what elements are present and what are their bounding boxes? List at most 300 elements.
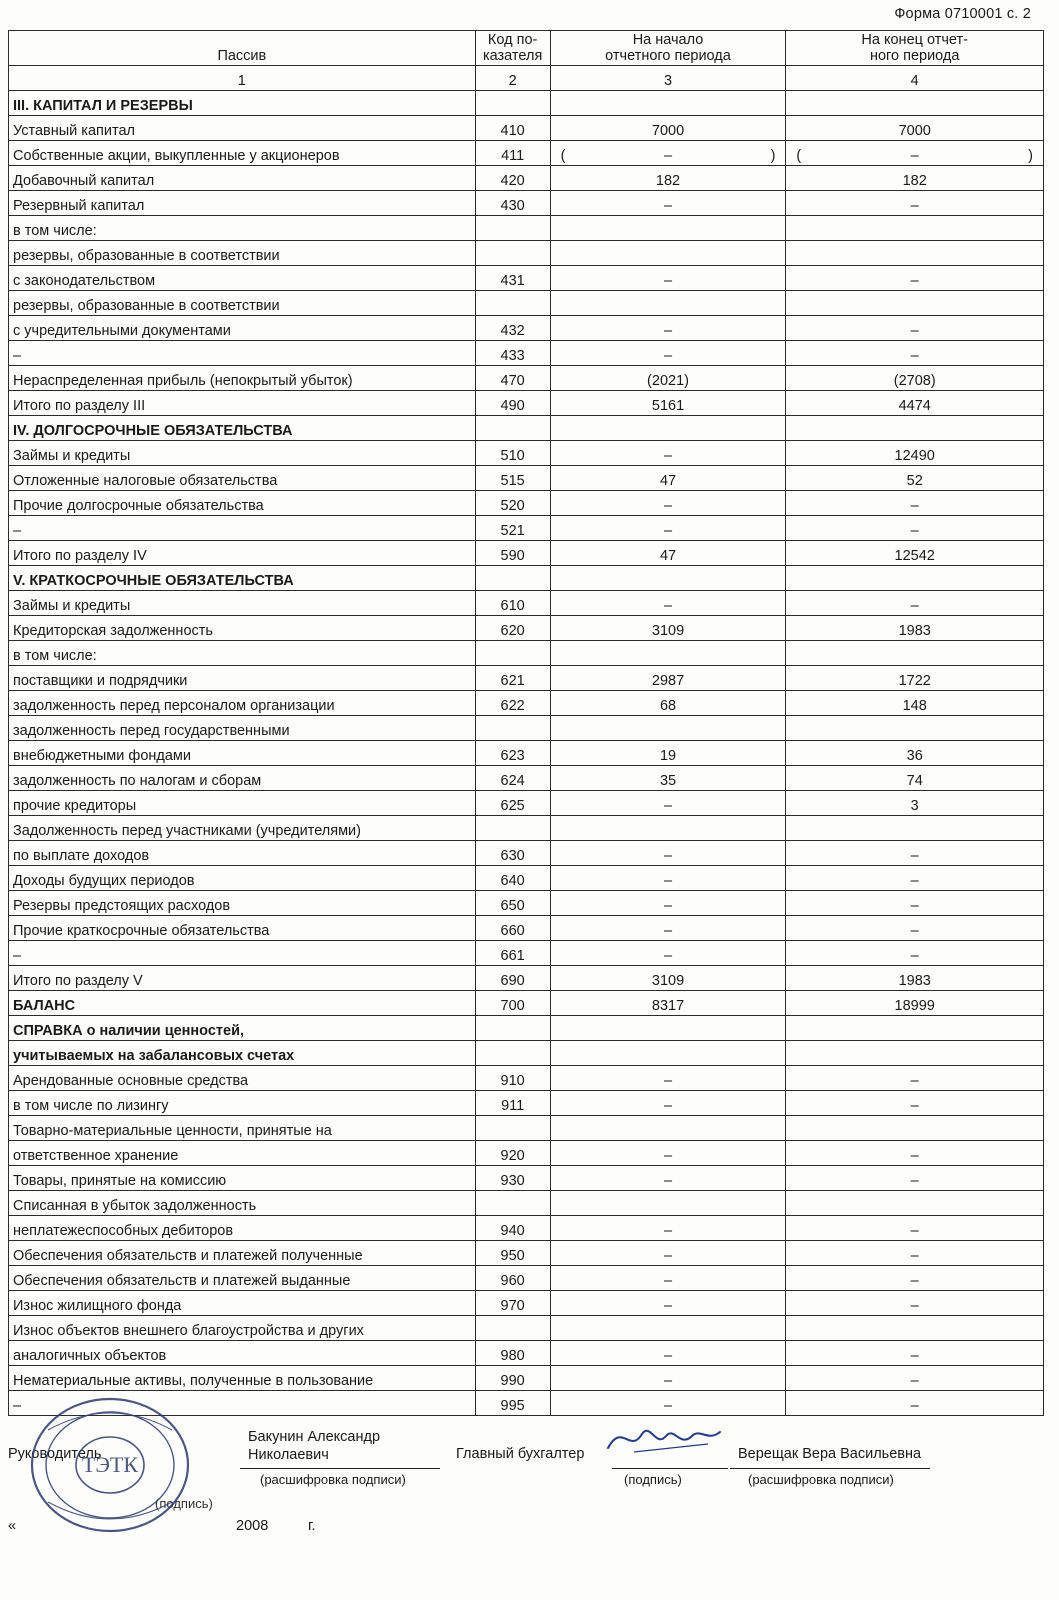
table-row — [9, 541, 1044, 566]
row-value-start — [550, 291, 786, 316]
row-value-end: – — [786, 1366, 1044, 1391]
row-code: 980 — [475, 1341, 550, 1366]
row-value-start: 5161 — [550, 391, 786, 416]
date-quote: « — [8, 1518, 17, 1534]
row-label: Товарно-материальные ценности, принятые на — [9, 1116, 476, 1141]
row-label: аналогичных объектов — [9, 1341, 476, 1366]
row-code: 431 — [475, 266, 550, 291]
accountant-label: Главный бухгалтер — [456, 1446, 585, 1462]
row-value-start: – — [550, 1266, 786, 1291]
director-name-caption: (расшифровка подписи) — [260, 1472, 406, 1487]
row-label: задолженность по налогам и сборам — [9, 766, 476, 791]
table-row — [9, 766, 1044, 791]
table-row — [9, 891, 1044, 916]
row-value-end: 1983 — [786, 966, 1044, 991]
row-value-end: – — [786, 891, 1044, 916]
row-value-start: – — [550, 941, 786, 966]
row-value-start — [550, 416, 786, 441]
header-passive-label: Пассив — [217, 48, 267, 65]
table-row — [9, 491, 1044, 516]
row-label: задолженность перед государственными — [9, 716, 476, 741]
row-value-end: 74 — [786, 766, 1044, 791]
row-label: резервы, образованные в соответствии — [9, 291, 476, 316]
header-cell-code — [475, 31, 550, 66]
row-code: 430 — [475, 191, 550, 216]
row-label: Износ объектов внешнего благоустройства и других — [9, 1316, 476, 1341]
row-value-start: – — [550, 791, 786, 816]
table-row — [9, 166, 1044, 191]
table-row — [9, 741, 1044, 766]
row-code: 990 — [475, 1366, 550, 1391]
header-end-line1: На конец отчет- — [861, 32, 968, 48]
row-code: 660 — [475, 916, 550, 941]
row-label: Собственные акции, выкупленные у акционеров — [9, 141, 476, 166]
row-value-start: – — [550, 316, 786, 341]
row-value-end: – — [786, 841, 1044, 866]
row-label: V. КРАТКОСРОЧНЫЕ ОБЯЗАТЕЛЬСТВА — [9, 566, 476, 591]
column-number-2: 2 — [475, 66, 550, 91]
row-value-end — [786, 91, 1044, 116]
table-row — [9, 1166, 1044, 1191]
row-value-end — [786, 1316, 1044, 1341]
row-label: Списанная в убыток задолженность — [9, 1191, 476, 1216]
row-value-start — [550, 566, 786, 591]
table-row — [9, 991, 1044, 1016]
header-code-line1: Код по- — [487, 32, 538, 48]
row-value-end — [786, 416, 1044, 441]
table-row — [9, 666, 1044, 691]
row-label: Прочие долгосрочные обязательства — [9, 491, 476, 516]
row-label: по выплате доходов — [9, 841, 476, 866]
table-row — [9, 341, 1044, 366]
row-value-end: – — [786, 941, 1044, 966]
row-value-start — [550, 216, 786, 241]
accountant-name-caption: (расшифровка подписи) — [748, 1472, 894, 1487]
row-value-start: – — [550, 1291, 786, 1316]
row-value-start: 8317 — [550, 991, 786, 1016]
row-value-end: 18999 — [786, 991, 1044, 1016]
row-code — [475, 641, 550, 666]
director-name-line1: Бакунин Александр — [248, 1429, 381, 1445]
table-body — [9, 31, 1044, 1416]
table-row — [9, 1141, 1044, 1166]
row-value-start: – — [550, 1091, 786, 1116]
row-value-start: – — [550, 891, 786, 916]
row-code: 521 — [475, 516, 550, 541]
signature-block — [8, 1428, 1048, 1498]
table-row — [9, 866, 1044, 891]
row-code: 623 — [475, 741, 550, 766]
row-code — [475, 216, 550, 241]
director-name-underline — [240, 1468, 440, 1469]
row-code: 621 — [475, 666, 550, 691]
column-number-4: 4 — [786, 66, 1044, 91]
row-code: 420 — [475, 166, 550, 191]
signature-row — [8, 1428, 1048, 1498]
table-row — [9, 441, 1044, 466]
row-value-end: – — [786, 1391, 1044, 1416]
accountant-name-underline — [730, 1468, 930, 1469]
row-value-end — [786, 641, 1044, 666]
row-value-start — [550, 1116, 786, 1141]
row-label: – — [9, 516, 476, 541]
row-value-start: 3109 — [550, 966, 786, 991]
row-value-start: 7000 — [550, 116, 786, 141]
table-row — [9, 91, 1044, 116]
row-value-start: – — [550, 266, 786, 291]
row-label: Доходы будущих периодов — [9, 866, 476, 891]
table-row — [9, 366, 1044, 391]
row-value-end: – — [786, 1166, 1044, 1191]
row-code: 622 — [475, 691, 550, 716]
row-value-end: – — [786, 266, 1044, 291]
table-row — [9, 191, 1044, 216]
row-code: 433 — [475, 341, 550, 366]
row-value-start: – — [550, 1391, 786, 1416]
table-row — [9, 816, 1044, 841]
row-label: Итого по разделу V — [9, 966, 476, 991]
row-code: 620 — [475, 616, 550, 641]
table-row — [9, 566, 1044, 591]
row-value-start — [550, 1191, 786, 1216]
row-label: резервы, образованные в соответствии — [9, 241, 476, 266]
row-code — [475, 241, 550, 266]
row-code — [475, 416, 550, 441]
row-code: 995 — [475, 1391, 550, 1416]
header-end-line2: ного периода — [869, 48, 960, 65]
row-code: 490 — [475, 391, 550, 416]
table-row — [9, 916, 1044, 941]
row-value-end — [786, 216, 1044, 241]
row-value-start: 47 — [550, 466, 786, 491]
row-value-end: 7000 — [786, 116, 1044, 141]
accountant-name: Верещак Вера Васильевна — [738, 1446, 922, 1462]
director-name-line2: Николаевич — [248, 1447, 329, 1464]
row-value-start: – — [550, 191, 786, 216]
row-value-end-text: – — [910, 148, 919, 165]
row-label: Отложенные налоговые обязательства — [9, 466, 476, 491]
column-number-3: 3 — [550, 66, 786, 91]
row-value-end — [786, 241, 1044, 266]
row-label: Обеспечения обязательств и платежей выданные — [9, 1266, 476, 1291]
row-label: внебюджетными фондами — [9, 741, 476, 766]
header-code-line2: казателя — [482, 48, 543, 65]
column-number-1: 1 — [9, 66, 476, 91]
row-label: – — [9, 941, 476, 966]
row-value-start: – — [550, 341, 786, 366]
row-value-end: 12542 — [786, 541, 1044, 566]
table-row — [9, 266, 1044, 291]
table-column-numbers-row — [9, 66, 1044, 91]
row-value-end — [786, 716, 1044, 741]
row-label: Нераспределенная прибыль (непокрытый убыток) — [9, 366, 476, 391]
row-value-start: – — [550, 441, 786, 466]
row-value-end: – — [786, 191, 1044, 216]
row-code: 510 — [475, 441, 550, 466]
row-code: 411 — [475, 141, 550, 166]
table-row — [9, 1091, 1044, 1116]
row-value-start: 182 — [550, 166, 786, 191]
table-row — [9, 316, 1044, 341]
table-row — [9, 1291, 1044, 1316]
row-value-start: – — [550, 1166, 786, 1191]
row-value-end: – — [786, 491, 1044, 516]
row-label: прочие кредиторы — [9, 791, 476, 816]
row-value-end — [786, 816, 1044, 841]
row-code: 624 — [475, 766, 550, 791]
table-row — [9, 1316, 1044, 1341]
row-label: Займы и кредиты — [9, 441, 476, 466]
table-row — [9, 1216, 1044, 1241]
row-value-start — [550, 716, 786, 741]
row-value-end — [786, 1191, 1044, 1216]
table-row — [9, 616, 1044, 641]
table-row — [9, 1041, 1044, 1066]
row-value-end: 1722 — [786, 666, 1044, 691]
row-value-start — [550, 91, 786, 116]
row-label: – — [9, 341, 476, 366]
table-row — [9, 716, 1044, 741]
row-value-end: 148 — [786, 691, 1044, 716]
row-label: IV. ДОЛГОСРОЧНЫЕ ОБЯЗАТЕЛЬСТВА — [9, 416, 476, 441]
row-label: в том числе: — [9, 641, 476, 666]
row-value-end: – — [786, 316, 1044, 341]
row-code: 911 — [475, 1091, 550, 1116]
table-row — [9, 141, 1044, 166]
row-label: Кредиторская задолженность — [9, 616, 476, 641]
row-value-start: – — [550, 841, 786, 866]
table-row — [9, 391, 1044, 416]
row-code: 625 — [475, 791, 550, 816]
row-value-start: – — [550, 1066, 786, 1091]
row-value-start: – — [550, 1141, 786, 1166]
row-code: 700 — [475, 991, 550, 1016]
table-row — [9, 1391, 1044, 1416]
row-code — [475, 1116, 550, 1141]
row-value-start — [550, 241, 786, 266]
row-value-end: – — [786, 1066, 1044, 1091]
row-value-end: 182 — [786, 166, 1044, 191]
row-value-start: – — [550, 916, 786, 941]
row-code — [475, 1041, 550, 1066]
row-label: в том числе по лизингу — [9, 1091, 476, 1116]
row-value-start — [550, 1041, 786, 1066]
row-value-end — [786, 566, 1044, 591]
accountant-signature-underline — [612, 1468, 728, 1469]
row-label: Нематериальные активы, полученные в пользование — [9, 1366, 476, 1391]
row-value-end: 4474 — [786, 391, 1044, 416]
row-code: 920 — [475, 1141, 550, 1166]
row-code: 930 — [475, 1166, 550, 1191]
row-value-start — [550, 1016, 786, 1041]
table-row — [9, 841, 1044, 866]
row-value-start: – — [550, 491, 786, 516]
svg-text:ТЭТК: ТЭТК — [81, 1452, 139, 1477]
row-value-end: 3 — [786, 791, 1044, 816]
row-label: Износ жилищного фонда — [9, 1291, 476, 1316]
table-row — [9, 291, 1044, 316]
row-value-end: – — [786, 1266, 1044, 1291]
row-value-end: – — [786, 1091, 1044, 1116]
row-label: Прочие краткосрочные обязательства — [9, 916, 476, 941]
table-row — [9, 941, 1044, 966]
row-label: Резервы предстоящих расходов — [9, 891, 476, 916]
row-value-start: – — [550, 1241, 786, 1266]
row-value-end: – — [786, 591, 1044, 616]
row-label: Резервный капитал — [9, 191, 476, 216]
row-label: Уставный капитал — [9, 116, 476, 141]
row-value-end: – — [786, 516, 1044, 541]
row-label: Арендованные основные средства — [9, 1066, 476, 1091]
row-value-start: 35 — [550, 766, 786, 791]
row-code: 410 — [475, 116, 550, 141]
row-label: с учредительными документами — [9, 316, 476, 341]
accountant-signature-caption: (подпись) — [624, 1472, 682, 1487]
row-code: 590 — [475, 541, 550, 566]
row-value-start: 2987 — [550, 666, 786, 691]
header-start-line1: На начало — [632, 32, 704, 48]
row-value-end — [786, 291, 1044, 316]
row-value-start: – — [550, 866, 786, 891]
row-code: 610 — [475, 591, 550, 616]
row-value-end: (2708) — [786, 366, 1044, 391]
table-row — [9, 1191, 1044, 1216]
row-value-end — [786, 1116, 1044, 1141]
row-label: III. КАПИТАЛ И РЕЗЕРВЫ — [9, 91, 476, 116]
row-label: задолженность перед персоналом организации — [9, 691, 476, 716]
row-value-start — [550, 641, 786, 666]
balance-sheet-liabilities-table — [8, 30, 1044, 1416]
row-code — [475, 1191, 550, 1216]
row-code: 470 — [475, 366, 550, 391]
row-code: 950 — [475, 1241, 550, 1266]
row-code — [475, 1316, 550, 1341]
row-value-start — [550, 1316, 786, 1341]
table-row — [9, 1266, 1044, 1291]
table-row — [9, 1066, 1044, 1091]
table-row — [9, 416, 1044, 441]
row-code — [475, 716, 550, 741]
header-start-line2: отчетного периода — [605, 48, 731, 65]
row-value-end: 1983 — [786, 616, 1044, 641]
row-label: Добавочный капитал — [9, 166, 476, 191]
table-row — [9, 1241, 1044, 1266]
row-value-end: – — [786, 916, 1044, 941]
row-value-end — [786, 1041, 1044, 1066]
row-label: в том числе: — [9, 216, 476, 241]
director-label: Руководитель — [8, 1446, 102, 1462]
row-value-start — [550, 816, 786, 841]
row-code: 661 — [475, 941, 550, 966]
row-value-end: – — [786, 341, 1044, 366]
header-cell-passive — [9, 31, 476, 66]
row-value-end: 12490 — [786, 441, 1044, 466]
row-code — [475, 816, 550, 841]
table-row — [9, 1016, 1044, 1041]
row-label: БАЛАНС — [9, 991, 476, 1016]
row-value-start: – — [550, 516, 786, 541]
director-name — [248, 1428, 380, 1464]
row-value-start: 68 — [550, 691, 786, 716]
row-value-start: 47 — [550, 541, 786, 566]
row-code: 970 — [475, 1291, 550, 1316]
row-code: 940 — [475, 1216, 550, 1241]
table-row — [9, 116, 1044, 141]
table-row — [9, 591, 1044, 616]
table-row — [9, 516, 1044, 541]
row-code: 960 — [475, 1266, 550, 1291]
row-label: Займы и кредиты — [9, 591, 476, 616]
row-code: 520 — [475, 491, 550, 516]
row-value-end: ( – ) — [786, 141, 1044, 166]
row-value-end: – — [786, 1141, 1044, 1166]
row-value-start: (2021) — [550, 366, 786, 391]
row-value-start-text: – — [663, 148, 673, 165]
row-label: с законодательством — [9, 266, 476, 291]
row-value-start: – — [550, 591, 786, 616]
row-value-end: 36 — [786, 741, 1044, 766]
row-label: – — [9, 1391, 476, 1416]
table-row — [9, 1366, 1044, 1391]
row-label: ответственное хранение — [9, 1141, 476, 1166]
row-label: неплатежеспособных дебиторов — [9, 1216, 476, 1241]
row-value-start: 3109 — [550, 616, 786, 641]
row-label: поставщики и подрядчики — [9, 666, 476, 691]
row-value-end: 52 — [786, 466, 1044, 491]
table-row — [9, 216, 1044, 241]
row-value-start: 19 — [550, 741, 786, 766]
row-code — [475, 1016, 550, 1041]
table-row — [9, 691, 1044, 716]
row-label: учитываемых на забалансовых счетах — [9, 1041, 476, 1066]
row-value-end: – — [786, 1291, 1044, 1316]
row-code: 432 — [475, 316, 550, 341]
row-value-end — [786, 1016, 1044, 1041]
row-value-end: – — [786, 1241, 1044, 1266]
header-cell-period-end — [786, 31, 1044, 66]
row-code: 690 — [475, 966, 550, 991]
row-code — [475, 91, 550, 116]
row-code: 515 — [475, 466, 550, 491]
row-value-end: – — [786, 1216, 1044, 1241]
form-code: Форма 0710001 с. 2 — [894, 6, 1031, 22]
date-suffix: г. — [308, 1518, 316, 1534]
row-label: Обеспечения обязательств и платежей полученные — [9, 1241, 476, 1266]
row-code: 640 — [475, 866, 550, 891]
row-code: 910 — [475, 1066, 550, 1091]
row-code: 650 — [475, 891, 550, 916]
row-label: СПРАВКА о наличии ценностей, — [9, 1016, 476, 1041]
table-row — [9, 241, 1044, 266]
table-row — [9, 466, 1044, 491]
row-label: Итого по разделу III — [9, 391, 476, 416]
table-row — [9, 966, 1044, 991]
table-row — [9, 791, 1044, 816]
table-row — [9, 641, 1044, 666]
row-value-start: – — [550, 1216, 786, 1241]
date-year: 2008 — [236, 1518, 269, 1534]
row-value-end: – — [786, 866, 1044, 891]
row-label: Товары, принятые на комиссию — [9, 1166, 476, 1191]
table-header-row — [9, 31, 1044, 66]
row-label: Задолженность перед участниками (учредителями) — [9, 816, 476, 841]
row-code — [475, 566, 550, 591]
row-value-start: ( – ) — [550, 141, 786, 166]
row-value-start: – — [550, 1366, 786, 1391]
table-row — [9, 1116, 1044, 1141]
row-label: Итого по разделу IV — [9, 541, 476, 566]
row-code — [475, 291, 550, 316]
